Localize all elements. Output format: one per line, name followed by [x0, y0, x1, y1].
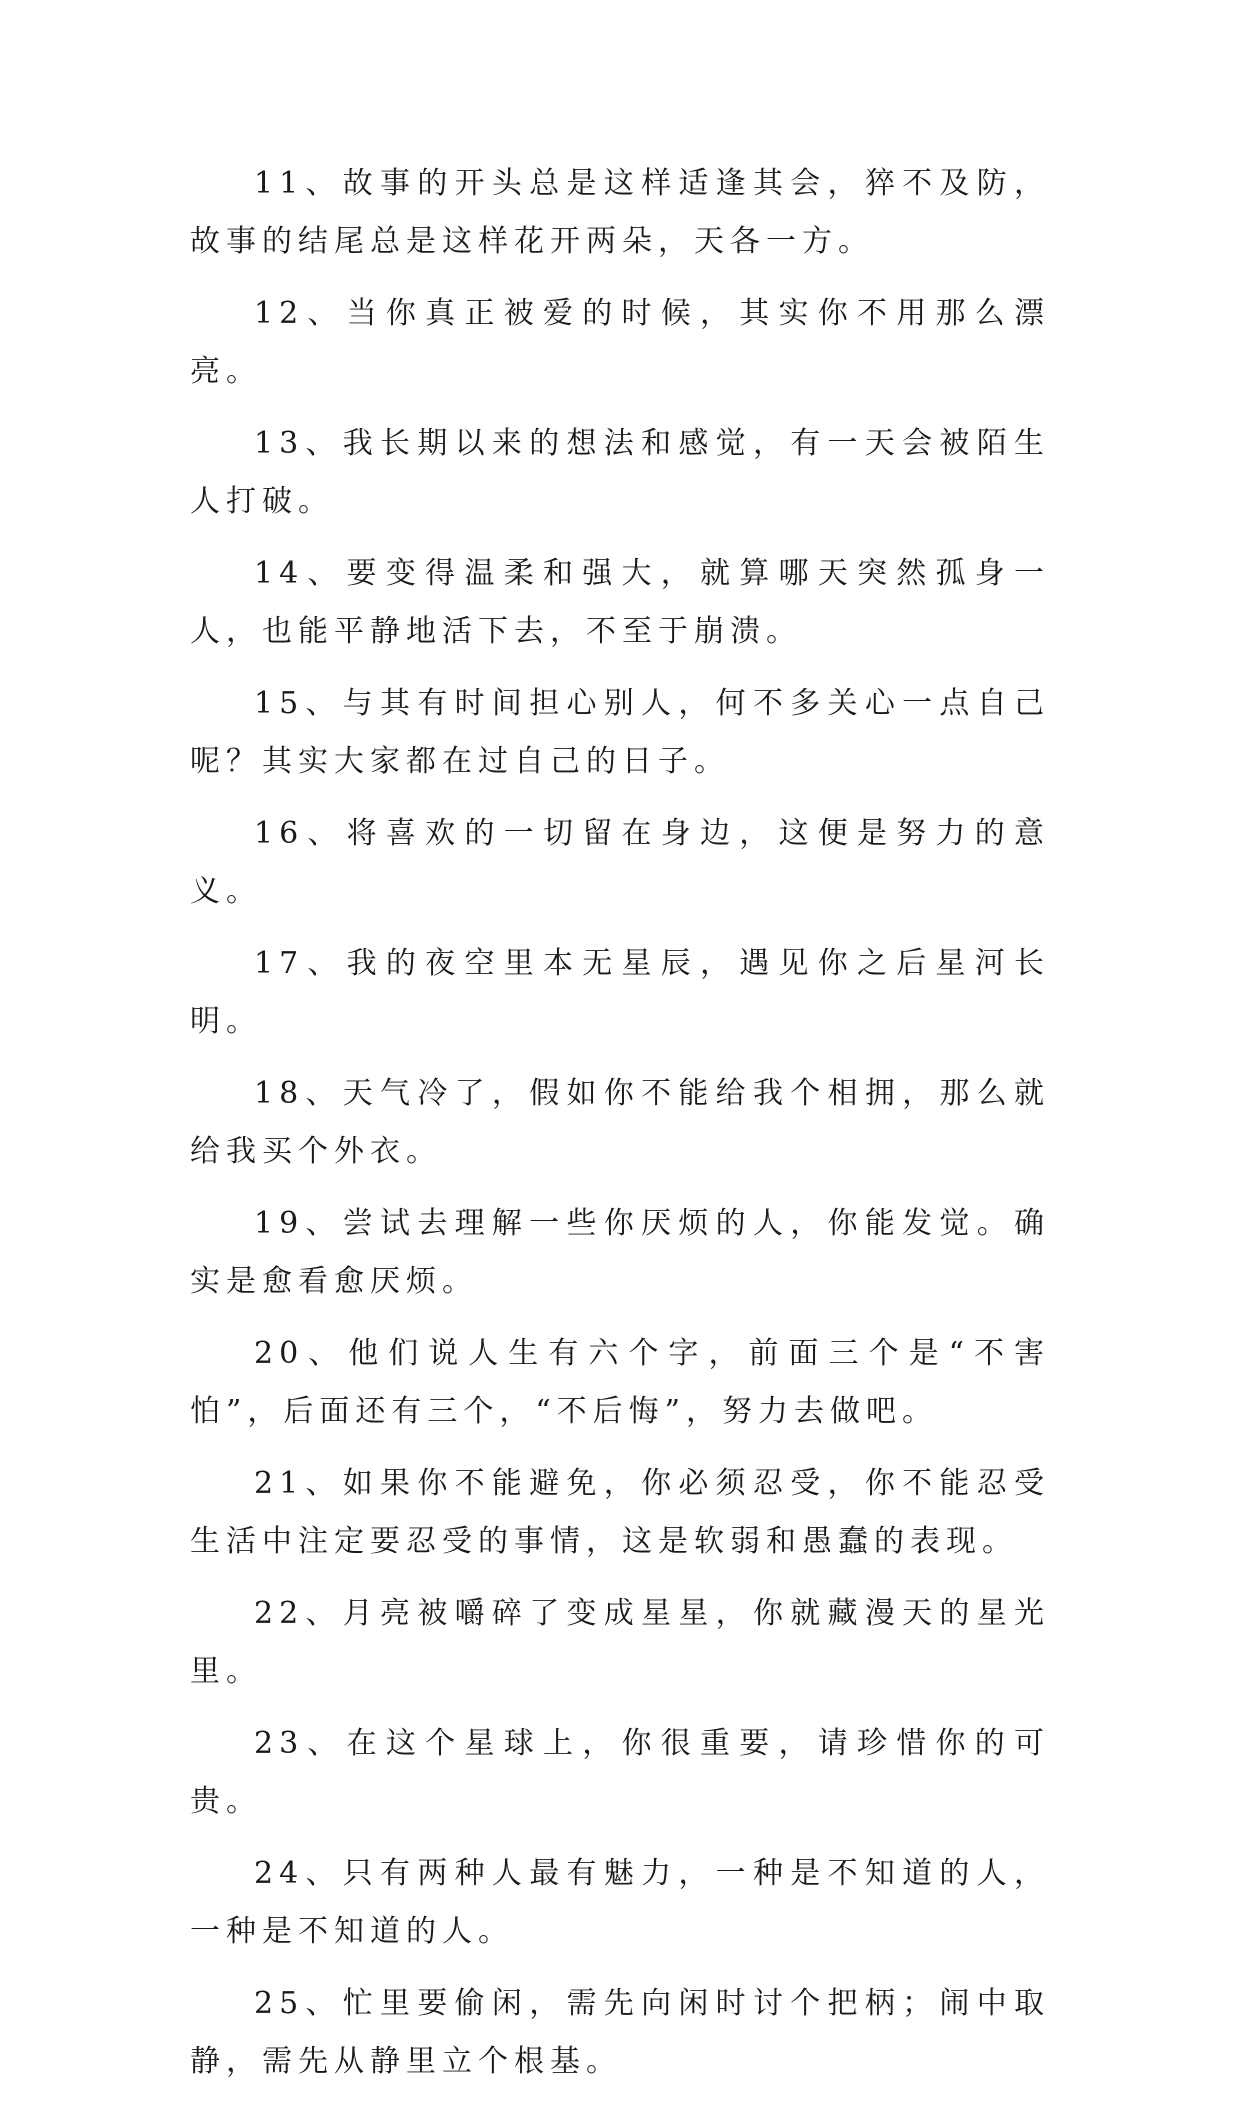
- paragraph-16: 16、将喜欢的一切留在身边，这便是努力的意义。: [190, 816, 1050, 909]
- paragraph-13: 13、我长期以来的想法和感觉，有一天会被陌生人打破。: [190, 426, 1050, 519]
- paragraph-17: 17、我的夜空里本无星辰，遇见你之后星河长明。: [190, 946, 1050, 1039]
- paragraph-11: 11、故事的开头总是这样适逢其会，猝不及防，故事的结尾总是这样花开两朵，天各一方。: [190, 166, 1050, 259]
- paragraph-23: 23、在这个星球上，你很重要，请珍惜你的可贵。: [190, 1726, 1050, 1819]
- paragraph-15: 15、与其有时间担心别人，何不多关心一点自己呢？其实大家都在过自己的日子。: [190, 686, 1050, 779]
- paragraph-18: 18、天气冷了，假如你不能给我个相拥，那么就给我买个外衣。: [190, 1076, 1050, 1169]
- paragraph-21: 21、如果你不能避免，你必须忍受，你不能忍受生活中注定要忍受的事情，这是软弱和愚蠢的表现。: [190, 1466, 1050, 1559]
- paragraph-25: 25、忙里要偷闲，需先向闲时讨个把柄；闹中取静，需先从静里立个根基。: [190, 1986, 1050, 2079]
- paragraph-14: 14、要变得温柔和强大，就算哪天突然孤身一人，也能平静地活下去，不至于崩溃。: [190, 556, 1050, 649]
- paragraph-12: 12、当你真正被爱的时候，其实你不用那么漂亮。: [190, 296, 1050, 389]
- paragraph-19: 19、尝试去理解一些你厌烦的人，你能发觉。确实是愈看愈厌烦。: [190, 1206, 1050, 1299]
- document-body: [190, 155, 1050, 2105]
- paragraph-22: 22、月亮被嚼碎了变成星星，你就藏漫天的星光里。: [190, 1596, 1050, 1689]
- paragraph-24: 24、只有两种人最有魅力，一种是不知道的人，一种是不知道的人。: [190, 1856, 1050, 1949]
- paragraph-20: 20、他们说人生有六个字，前面三个是“不害怕”，后面还有三个，“不后悔”，努力去做吧。: [190, 1336, 1050, 1429]
